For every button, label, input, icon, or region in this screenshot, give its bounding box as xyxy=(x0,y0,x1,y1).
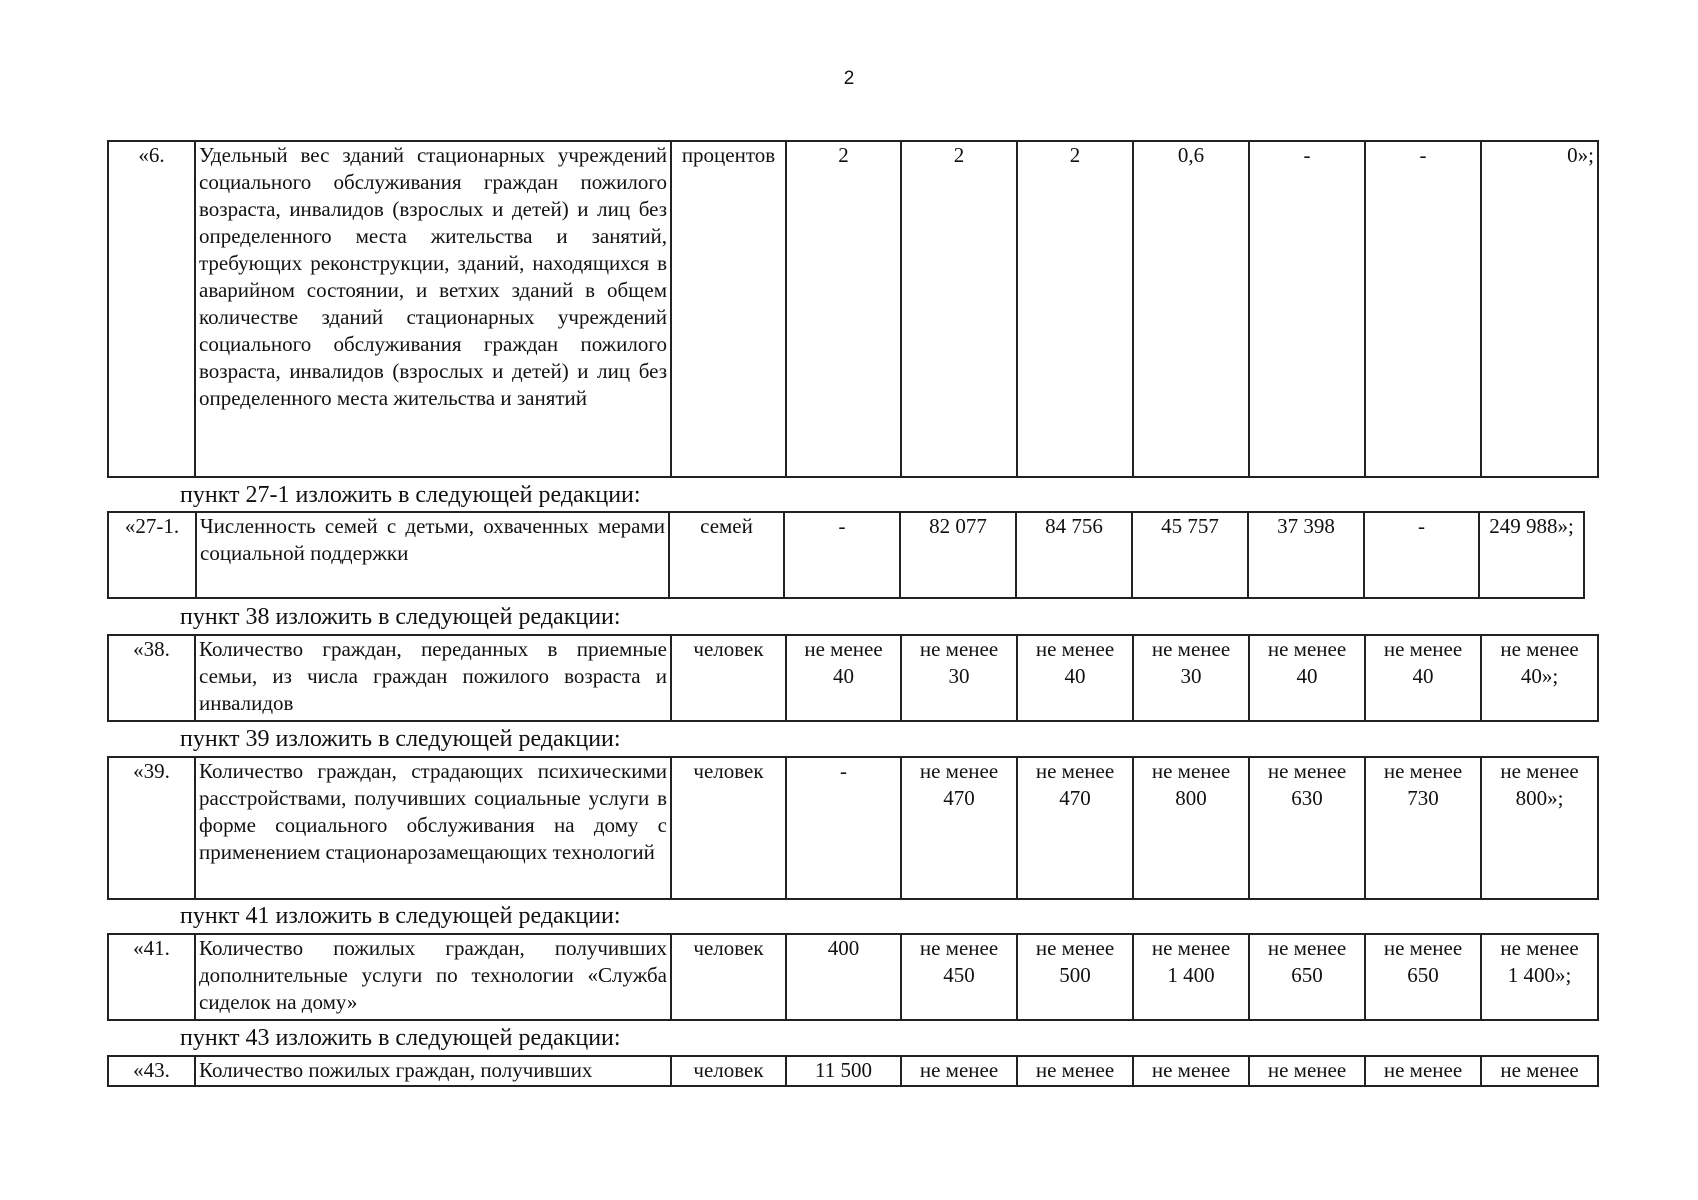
value-cell: 2 xyxy=(1017,141,1133,477)
value-cell: 45 757 xyxy=(1132,512,1248,598)
value-cell: не менее 40 xyxy=(1017,635,1133,721)
value-cell: - xyxy=(786,757,901,899)
value-cell: 82 077 xyxy=(900,512,1016,598)
value-cell: не менее 30 xyxy=(901,635,1017,721)
indicator-name: Количество граждан, страдающих психическими расстройствами, получивших социальные услуги в форме социального обслуживания на дому с применением стационарозамещающих технологий xyxy=(195,757,671,899)
indicator-table-38 xyxy=(107,634,1599,722)
value-cell: - xyxy=(1249,141,1365,477)
row-number: «43. xyxy=(108,1056,195,1086)
value-cell: 11 500 xyxy=(786,1056,901,1086)
unit-cell: человек xyxy=(671,757,786,899)
value-cell: 400 xyxy=(786,934,901,1020)
indicator-table-41 xyxy=(107,933,1599,1021)
table-row xyxy=(108,757,1598,899)
unit-cell: человек xyxy=(671,635,786,721)
value-cell: не менее 730 xyxy=(1365,757,1481,899)
section-heading: пункт 43 изложить в следующей редакции: xyxy=(180,1025,621,1051)
row-number: «39. xyxy=(108,757,195,899)
row-number: «6. xyxy=(108,141,195,477)
section-heading: пункт 27-1 изложить в следующей редакции: xyxy=(180,482,641,508)
value-cell: 37 398 xyxy=(1248,512,1364,598)
value-cell: не менее 650 xyxy=(1365,934,1481,1020)
indicator-name: Количество пожилых граждан, получивших дополнительные услуги по технологии «Служба сиделок на дому» xyxy=(195,934,671,1020)
value-cell: - xyxy=(1364,512,1479,598)
value-cell: не менее 30 xyxy=(1133,635,1249,721)
value-cell: 0,6 xyxy=(1133,141,1249,477)
row-number: «38. xyxy=(108,635,195,721)
indicator-table-27-1 xyxy=(107,511,1585,599)
unit-cell: семей xyxy=(669,512,784,598)
value-cell: не менее 500 xyxy=(1017,934,1133,1020)
table-row xyxy=(108,141,1598,477)
section-heading: пункт 38 изложить в следующей редакции: xyxy=(180,604,621,630)
value-cell: - xyxy=(1365,141,1481,477)
value-cell: 84 756 xyxy=(1016,512,1132,598)
table-row xyxy=(108,1056,1598,1086)
section-heading: пункт 39 изложить в следующей редакции: xyxy=(180,726,621,752)
indicator-table-6 xyxy=(107,140,1599,478)
section-heading: пункт 41 изложить в следующей редакции: xyxy=(180,903,621,929)
indicator-name: Удельный вес зданий стационарных учреждений социального обслуживания граждан пожилого возраста, инвалидов (взрослых и детей) и лиц без определенного места жительства и занятий, требующих реконструкции, зданий, находящихся в аварийном состоянии, и ветхих зданий в общем количестве зданий стационарных учреждений социального обслуживания граждан пожилого возраста, инвалидов (взрослых и детей) и лиц без определенного места жительства и занятий xyxy=(195,141,671,477)
value-cell: не менее xyxy=(1133,1056,1249,1086)
value-cell: 249 988»; xyxy=(1479,512,1584,598)
value-cell: не менее 470 xyxy=(901,757,1017,899)
value-cell: не менее 650 xyxy=(1249,934,1365,1020)
value-cell: не менее 630 xyxy=(1249,757,1365,899)
indicator-name: Количество граждан, переданных в приемные семьи, из числа граждан пожилого возраста и инвалидов xyxy=(195,635,671,721)
value-cell: 0»; xyxy=(1481,141,1598,477)
row-number: «41. xyxy=(108,934,195,1020)
row-number: «27-1. xyxy=(108,512,196,598)
value-cell: не менее 1 400 xyxy=(1133,934,1249,1020)
value-cell: не менее 40»; xyxy=(1481,635,1598,721)
indicator-name: Количество пожилых граждан, получивших xyxy=(195,1056,671,1086)
table-row xyxy=(108,635,1598,721)
value-cell: - xyxy=(784,512,900,598)
value-cell: не менее 40 xyxy=(1365,635,1481,721)
table-row xyxy=(108,512,1584,598)
value-cell: не менее 40 xyxy=(786,635,901,721)
value-cell: не менее 800»; xyxy=(1481,757,1598,899)
value-cell: не менее xyxy=(1249,1056,1365,1086)
page-number: 2 xyxy=(843,68,855,89)
value-cell: не менее xyxy=(901,1056,1017,1086)
value-cell: не менее xyxy=(1481,1056,1598,1086)
value-cell: не менее xyxy=(1365,1056,1481,1086)
value-cell: не менее 450 xyxy=(901,934,1017,1020)
value-cell: не менее xyxy=(1017,1056,1133,1086)
value-cell: не менее 800 xyxy=(1133,757,1249,899)
value-cell: 2 xyxy=(901,141,1017,477)
value-cell: не менее 470 xyxy=(1017,757,1133,899)
unit-cell: человек xyxy=(671,1056,786,1086)
table-row xyxy=(108,934,1598,1020)
indicator-name: Численность семей с детьми, охваченных мерами социальной поддержки xyxy=(196,512,669,598)
indicator-table-39 xyxy=(107,756,1599,900)
indicator-table-43 xyxy=(107,1055,1599,1087)
value-cell: не менее 1 400»; xyxy=(1481,934,1598,1020)
value-cell: 2 xyxy=(786,141,901,477)
unit-cell: процентов xyxy=(671,141,786,477)
unit-cell: человек xyxy=(671,934,786,1020)
value-cell: не менее 40 xyxy=(1249,635,1365,721)
